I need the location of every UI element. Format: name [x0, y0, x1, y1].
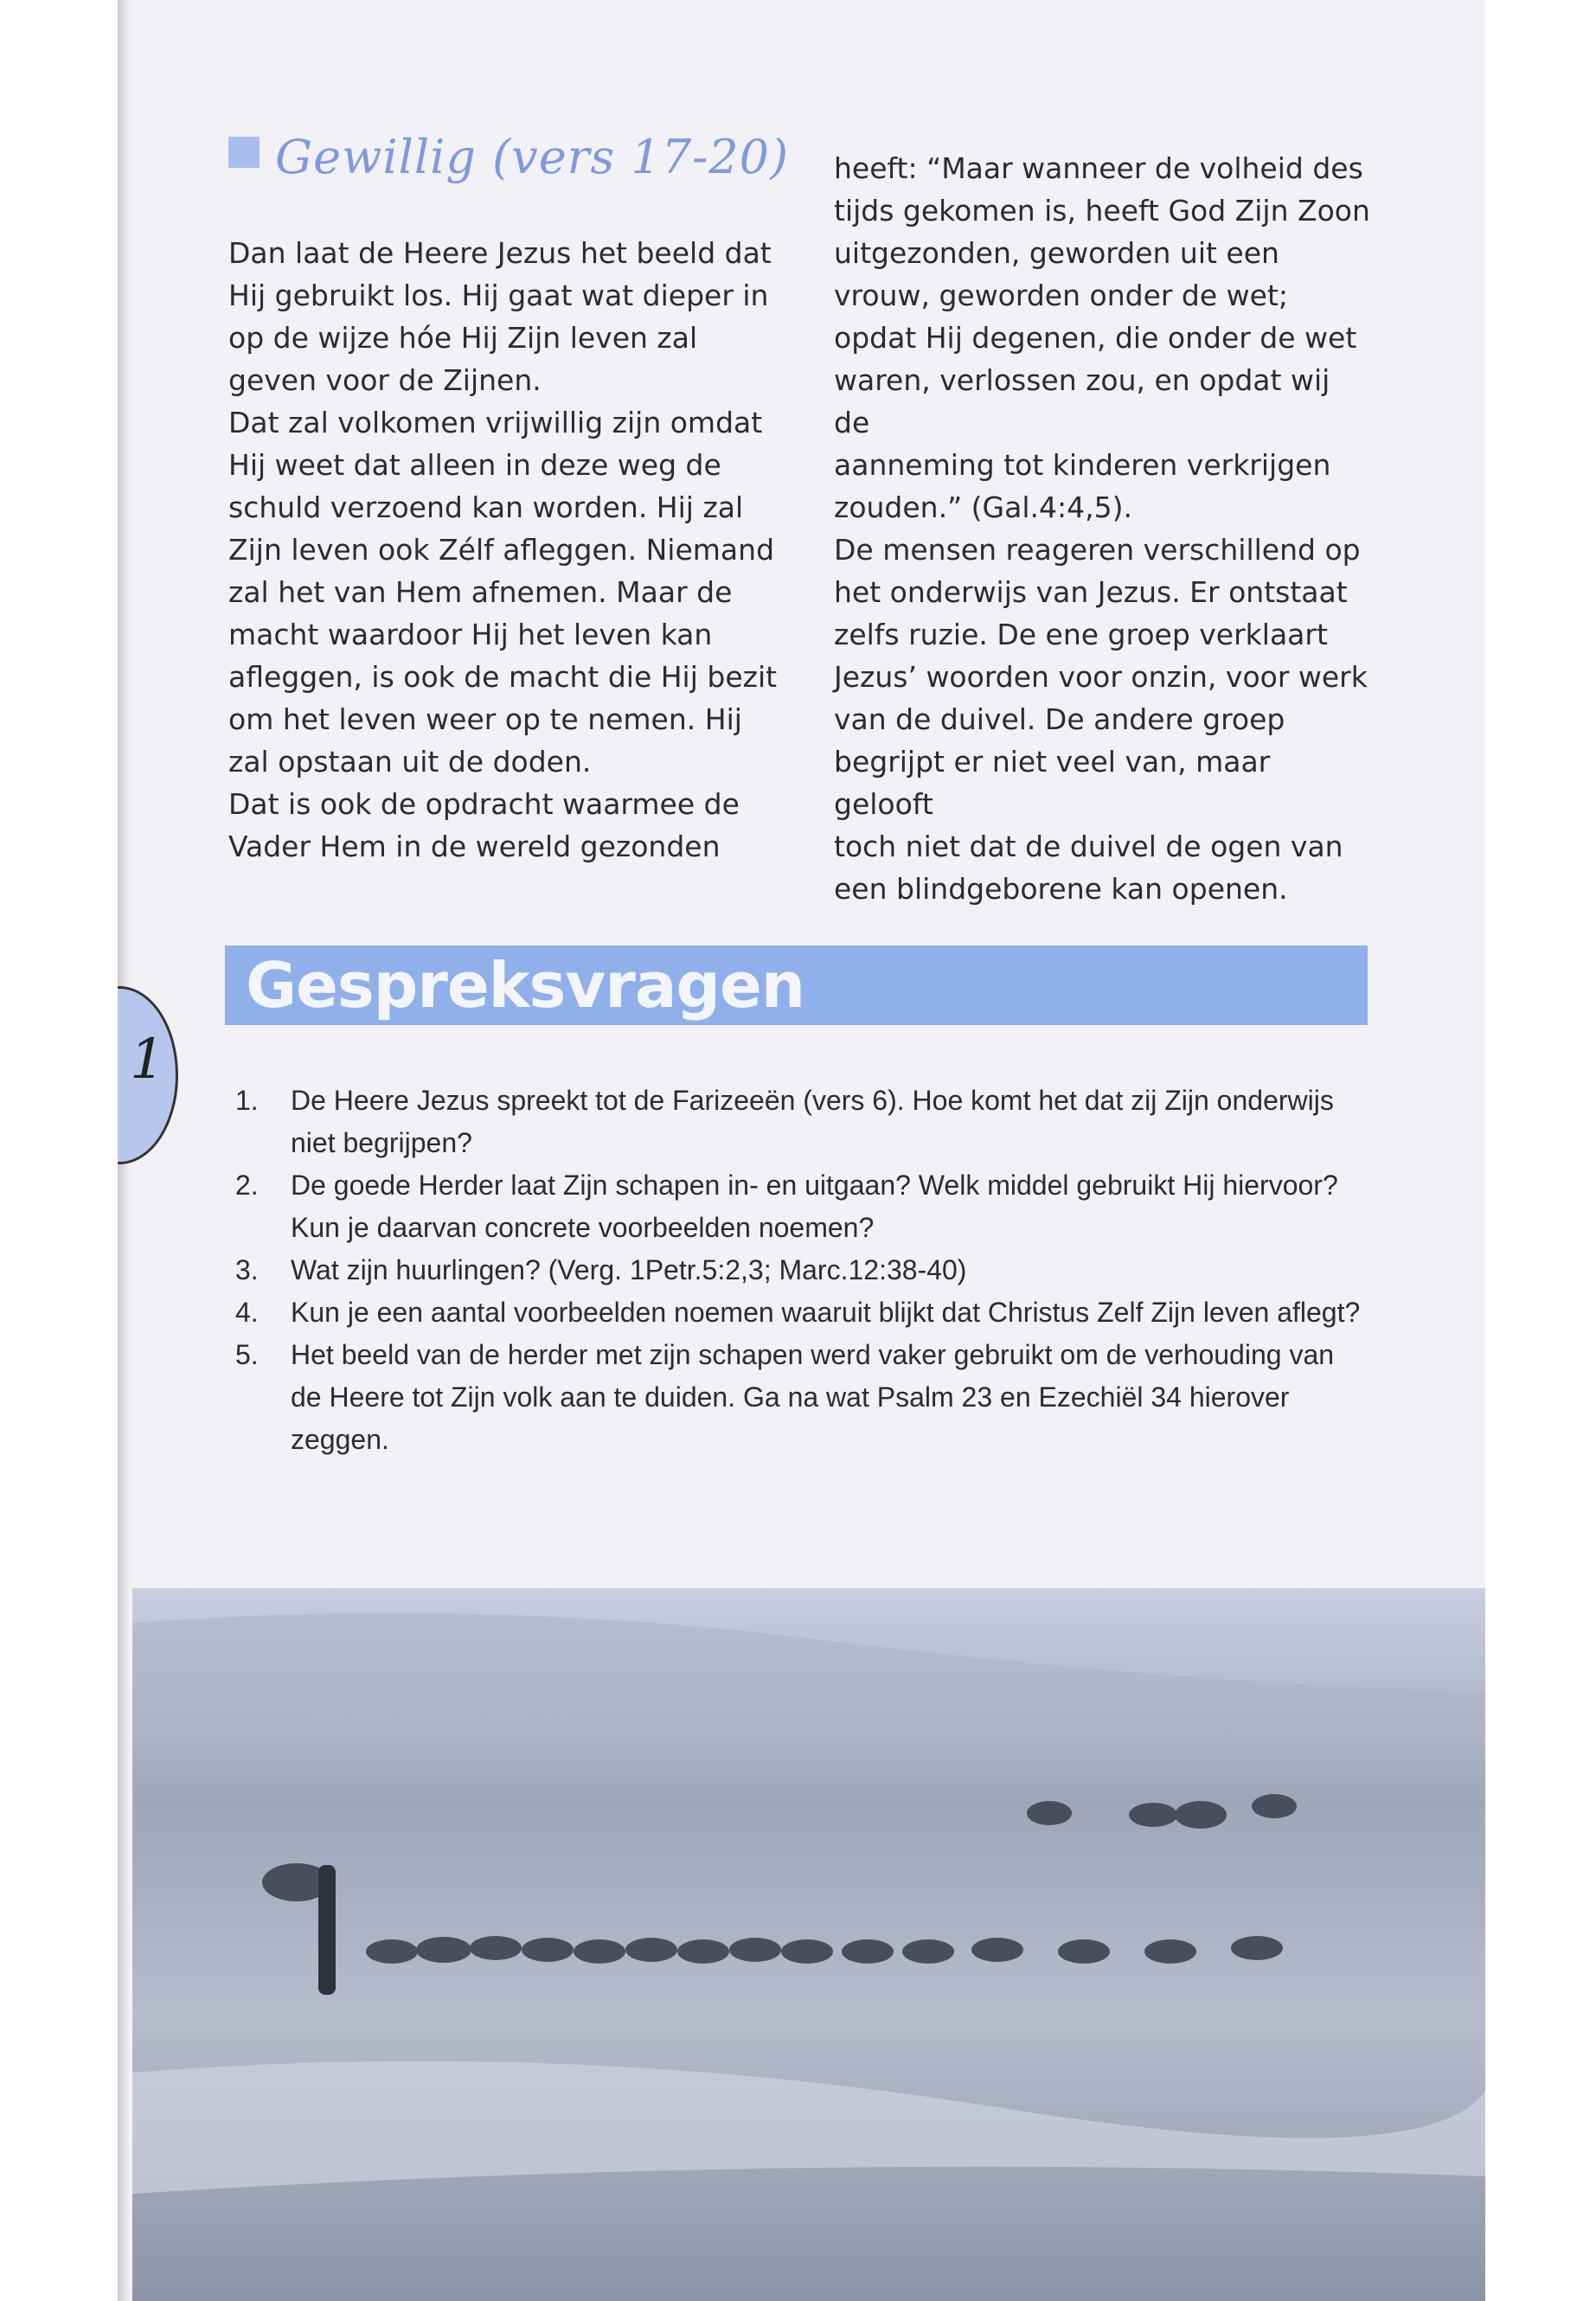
- item-number: 3.: [235, 1254, 259, 1285]
- questions-title-bar: [225, 945, 1368, 1025]
- list-item: [228, 1249, 1370, 1292]
- list-item: [228, 1080, 1370, 1164]
- right-column-text: heeft: “Maar wanneer de volheid des tijds gekomen is, heeft God Zijn Zoon uitgezonden, geworden uit een vrouw, geworden onder de wet; opdat Hij degenen, die onder de wet waren, verlossen zou, en opdat wij de aanneming tot kinderen verkrijgen zouden.” (Gal.4:4,5). De mensen reageren verschillend op het onderwijs van Jezus. Er ontstaat zelfs ruzie. De ene groep verklaart Jezus’ woorden voor onzin, voor werk van de duivel. De andere groep begrijpt er niet veel van, maar gelooft toch niet dat de duivel de ogen van een blindgeborene kan openen.: [834, 151, 1370, 906]
- list-item: [228, 1292, 1370, 1334]
- item-text: Het beeld van de herder met zijn schapen werd vaker gebruikt om de verhouding van de Heere tot Zijn volk aan te duiden. Ga na wat Psalm 23 en Ezechiël 34 hierover zeggen.: [291, 1339, 1335, 1455]
- item-text: De goede Herder laat Zijn schapen in- en uitgaan? Welk middel gebruikt Hij hiervoor? Kun je daarvan concrete voorbeelden noemen?: [291, 1170, 1338, 1243]
- item-number: 2.: [235, 1170, 259, 1201]
- questions-title: Gespreksvragen: [246, 949, 805, 1022]
- item-text: De Heere Jezus spreekt tot de Farizeeën (vers 6). Hoe komt het dat zij Zijn onderwijs niet begrijpen?: [291, 1085, 1334, 1158]
- question-list: [228, 1080, 1370, 1461]
- list-item: [228, 1164, 1370, 1249]
- heading-text: Gewillig (vers 17-20): [275, 130, 790, 184]
- item-text: Wat zijn huurlingen? (Verg. 1Petr.5:2,3; Marc.12:38-40): [291, 1254, 967, 1285]
- list-item: [228, 1334, 1370, 1461]
- item-number: 1.: [235, 1085, 259, 1116]
- chapter-number: 1: [130, 1028, 165, 1092]
- section-heading: [228, 130, 789, 184]
- item-number: 4.: [235, 1297, 259, 1328]
- shepherd-flock-photo: [132, 1588, 1485, 2301]
- item-number: 5.: [235, 1339, 259, 1370]
- item-text: Kun je een aantal voorbeelden noemen waaruit blijkt dat Christus Zelf Zijn leven aflegt?: [291, 1297, 1361, 1328]
- bullet-square-icon: [228, 137, 260, 168]
- left-column-text: Dan laat de Heere Jezus het beeld dat Hij gebruikt los. Hij gaat wat dieper in op de wijze hóe Hij Zijn leven zal geven voor de Zijnen. Dat zal volkomen vrijwillig zijn omdat Hij weet dat alleen in deze weg de schuld verzoend kan worden. Hij zal Zijn leven ook Zélf afleggen. Niemand zal het van Hem afnemen. Maar de macht waardoor Hij het leven kan afleggen, is ook de macht die Hij bezit om het leven weer op te nemen. Hij zal opstaan uit de doden. Dat is ook de opdracht waarmee de Vader Hem in de wereld gezonden: [228, 236, 778, 863]
